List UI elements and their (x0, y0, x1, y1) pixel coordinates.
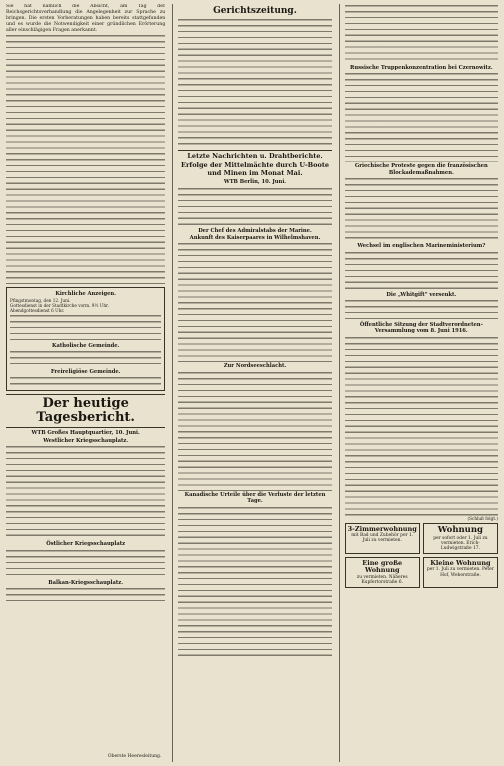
ad-text: per 1. Juli zu vermieten. Peter Hof, Weberstraße. (426, 567, 494, 578)
latest-news-heading: Letzte Nachrichten u. Drahtberichte. (187, 152, 323, 160)
russian-troops-text (345, 72, 498, 162)
catholic-box-title: Katholische Gemeinde. (51, 342, 120, 349)
ad-title: Wohnung (437, 525, 483, 536)
u-boat-article-text (178, 187, 331, 227)
ad-wohnung (423, 523, 498, 554)
church-line-2: Gottesdienst in der Stadtkirche vorm. 9½ Uhr. (10, 303, 109, 309)
church-text-block (10, 314, 161, 342)
nordseeschlacht-heading: Zur Nordseeschlacht. (223, 363, 287, 370)
ad-3-zimmerwohnung (345, 523, 420, 554)
kaiserpaar-heading: Ankunft des Kaiserpaares in Wilhelmshaven. (189, 235, 321, 242)
marine-ministry-text (345, 251, 498, 291)
column-right (339, 4, 498, 762)
nordseeschlacht-text (178, 371, 331, 491)
u-boat-headline: Erfolge der Mittelmächte durch U-Boote und Minen im Monat Mai. (181, 161, 329, 177)
whitgift-heading: Die „Whitgift“ versenkt. (386, 291, 457, 298)
ad-title: 3-Zimmerwohnung (347, 525, 417, 534)
whitgift-text (345, 299, 498, 321)
freireligious-box-title: Freireligiöse Gemeinde. (50, 368, 121, 375)
balkan-front-heading: Balkan-Kriegsschauplatz. (48, 579, 124, 586)
admiralstab-heading: Der Chef des Admiralstabs der Marine. (198, 227, 312, 234)
church-line-3: Abendgottesdienst 6 Uhr. (10, 308, 65, 314)
russian-troops-heading: Russische Truppenkonzentration bei Czernowitz. (350, 65, 493, 71)
east-front-heading: Östlicher Kriegsschauplatz (46, 541, 126, 548)
kanadische-urteile-heading: Kanadische Urteile über die Verluste der letzten Tage. (184, 491, 326, 505)
kanadische-urteile-text (178, 506, 331, 656)
ad-title: Eine große Wohnung (362, 559, 403, 575)
schluss-folgt: (Schluß folgt.) (467, 515, 498, 521)
greek-protests-heading: Griechische Proteste gegen die französischen Blockademaßnahmen. (354, 163, 488, 176)
article-text-block (6, 34, 165, 284)
church-announcement-box (6, 287, 165, 392)
tagesbericht-lead: WTB Großes Hauptquartier, 10. Juni. (31, 430, 140, 437)
catholic-text-block (10, 350, 161, 368)
classified-ads (345, 523, 498, 588)
wtb-berlin-dateline: WTB Berlin, 10. Juni. (223, 179, 287, 186)
balkan-front-text (6, 587, 165, 605)
church-line-1: Pfingstmontag, den 12. Juni. (10, 297, 71, 303)
ad-text: zu vermieten. Näheres Kupfertorstraße 6. (356, 574, 408, 585)
ad-kleine-wohnung (423, 557, 498, 588)
stadtverordneten-heading: Öffentliche Sitzung der Stadtverordneten-Versammlung vom 8. Juni 1916. (359, 322, 483, 335)
east-front-text (6, 549, 165, 579)
stadtverordneten-text (345, 336, 498, 516)
column-left (6, 4, 165, 762)
west-front-text (6, 445, 165, 540)
gerichtszeitung-title: Gerichtszeitung. (213, 6, 297, 16)
ad-title: Kleine Wohnung (430, 559, 491, 568)
west-front-heading: Westlicher Kriegsschauplatz. (43, 437, 129, 444)
ad-grosse-wohnung (345, 557, 420, 588)
intro-paragraph: Sie hat nämlich die Absicht, am Tag der Reichsgerichtsverhandlung die Angelegenheit zur Sprache zu bringen. Die ersten Vorberatungen haben bereits stattgefunden und es wurde die Notwendigkeit einer gründlichen Erörterung aller einschlägigen Fragen anerkannt. (6, 4, 166, 33)
freireligious-text-block (10, 376, 161, 388)
marine-ministry-heading: Wechsel im englischen Marineministerium? (357, 243, 486, 250)
gerichtszeitung-text (178, 18, 331, 148)
ad-text: per sofort oder 1. Juli zu vermieten. Erich-Ludwigstraße 17. (433, 535, 488, 551)
church-box-title: Kirchliche Anzeigen. (55, 290, 116, 297)
kaiserpaar-text (178, 242, 331, 362)
right-top-text (345, 4, 498, 64)
greek-protests-text (345, 177, 498, 242)
ad-text: mit Bad und Zubehör per 1. Juli zu vermieten. (351, 533, 414, 544)
tagesbericht-title: Der heutige Tagesbericht. (36, 396, 135, 426)
tagesbericht-signature: Oberste Heeresleitung. (107, 754, 162, 760)
column-middle (172, 4, 331, 762)
